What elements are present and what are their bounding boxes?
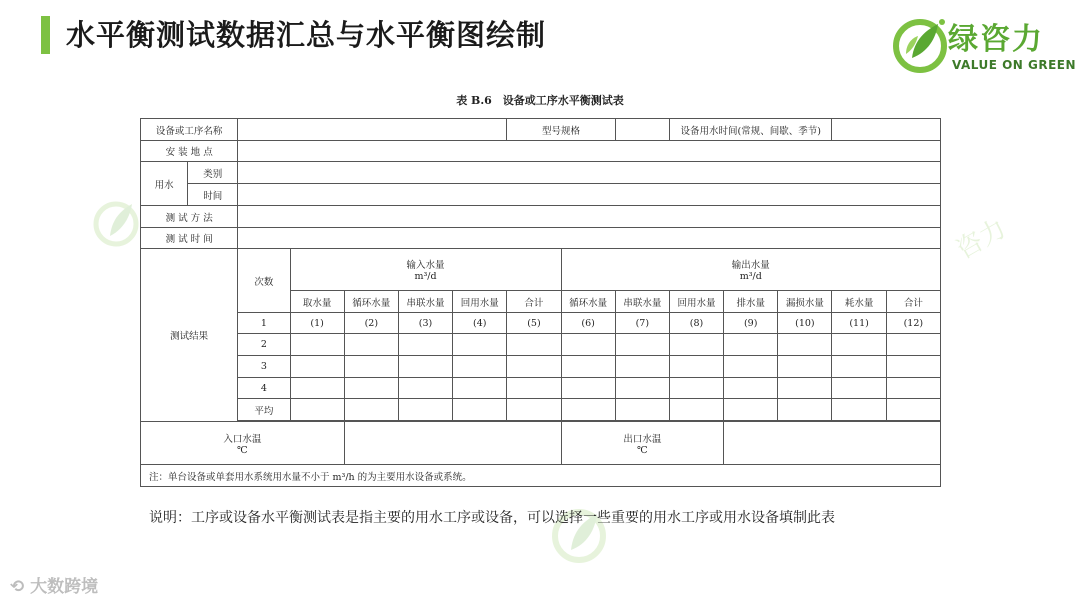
table-cell: (8) [669,313,723,334]
watermark-brand-icon: ⟲ [10,577,25,597]
inlet-temp-label: 入口水温 [223,433,262,445]
table-note: 注：单台设备或单套用水系统用水量不小于 m³/h 的为主要用水设备或系统。 [141,465,941,487]
table-cell: (6) [561,313,615,334]
watermark-text: 大数跨境 [30,577,99,597]
water-use-label: 用水 [141,162,188,206]
input-col-header: 回用水量 [453,291,507,313]
outlet-temp-cell [561,422,724,465]
logo-tagline: VALUE ON GREEN [952,58,1077,72]
category-label: 类别 [188,162,238,184]
output-water-unit: m³/d [739,271,762,282]
leaf-logo-icon [892,14,952,76]
table-cell: (12) [886,313,940,334]
title-accent-bar [41,16,50,54]
logo-name: 绿咨力 [948,22,1044,57]
svg-text:咨力: 咨力 [951,213,1012,266]
output-col-header: 漏损水量 [778,291,832,313]
output-col-header: 排水量 [724,291,778,313]
row-label: 4 [238,378,290,399]
water-balance-test-table [140,118,941,487]
watermark-logo-icon [950,190,1040,280]
equipment-name-label: 设备或工序名称 [141,119,238,141]
row-label: 2 [238,334,290,356]
corner-watermark [10,572,98,597]
table-cell: (5) [507,313,561,334]
install-location-label: 安 装 地 点 [141,141,238,162]
input-water-unit: m³/d [414,271,437,282]
input-col-header: 循环水量 [344,291,398,313]
table-caption: 表 B.6 设备或工序水平衡测试表 [456,94,624,107]
input-col-header: 合计 [507,291,561,313]
table-cell: (9) [724,313,778,334]
outlet-temp-value [724,422,941,465]
slide-description: 说明：工序或设备水平衡测试表是指主要的用水工序或设备，可以选择一些重要的用水工序或用水设备填制此表 [149,510,835,526]
input-col-header: 串联水量 [398,291,452,313]
table-cell: (11) [832,313,886,334]
table-cell: (1) [290,313,344,334]
test-method-label: 测 试 方 法 [141,206,238,228]
table-cell: (4) [453,313,507,334]
output-col-header: 耗水量 [832,291,886,313]
output-col-header: 回用水量 [669,291,723,313]
install-location-value [238,141,941,162]
outlet-temp-unit: ℃ [637,444,648,456]
input-water-title: 输入水量 [406,260,445,271]
equipment-name-value [238,119,507,141]
output-col-header: 循环水量 [561,291,615,313]
row-label: 平均 [238,399,290,421]
table-cell: (10) [778,313,832,334]
row-label: 3 [238,356,290,378]
inlet-temp-unit: ℃ [237,444,248,456]
watermark-leaf-icon [92,188,142,258]
test-result-label: 测试结果 [141,249,238,422]
output-col-header: 串联水量 [615,291,669,313]
category-value [238,162,941,184]
output-col-header: 合计 [886,291,940,313]
usage-time-label: 设备用水时间(常规、间歇、季节) [669,119,832,141]
table-cell: (3) [398,313,452,334]
slide-title: 水平衡测试数据汇总与水平衡图绘制 [66,18,547,52]
test-method-value [238,206,941,228]
table-cell: (2) [344,313,398,334]
model-spec-value [615,119,669,141]
usage-time-value [832,119,941,141]
outlet-temp-label: 出口水温 [623,433,662,445]
test-time-label: 测 试 时 间 [141,228,238,249]
times-label: 次数 [238,249,290,313]
inlet-temp-cell [141,422,345,465]
output-water-title: 输出水量 [731,260,770,271]
input-col-header: 取水量 [290,291,344,313]
test-time-value [238,228,941,249]
input-water-header [290,249,561,291]
time-label: 时间 [188,184,238,206]
inlet-temp-value [344,422,561,465]
output-water-header [561,249,940,291]
time-value [238,184,941,206]
row-label: 1 [238,313,290,334]
model-spec-label: 型号规格 [507,119,615,141]
brand-logo [892,14,1077,76]
table-cell: (7) [615,313,669,334]
